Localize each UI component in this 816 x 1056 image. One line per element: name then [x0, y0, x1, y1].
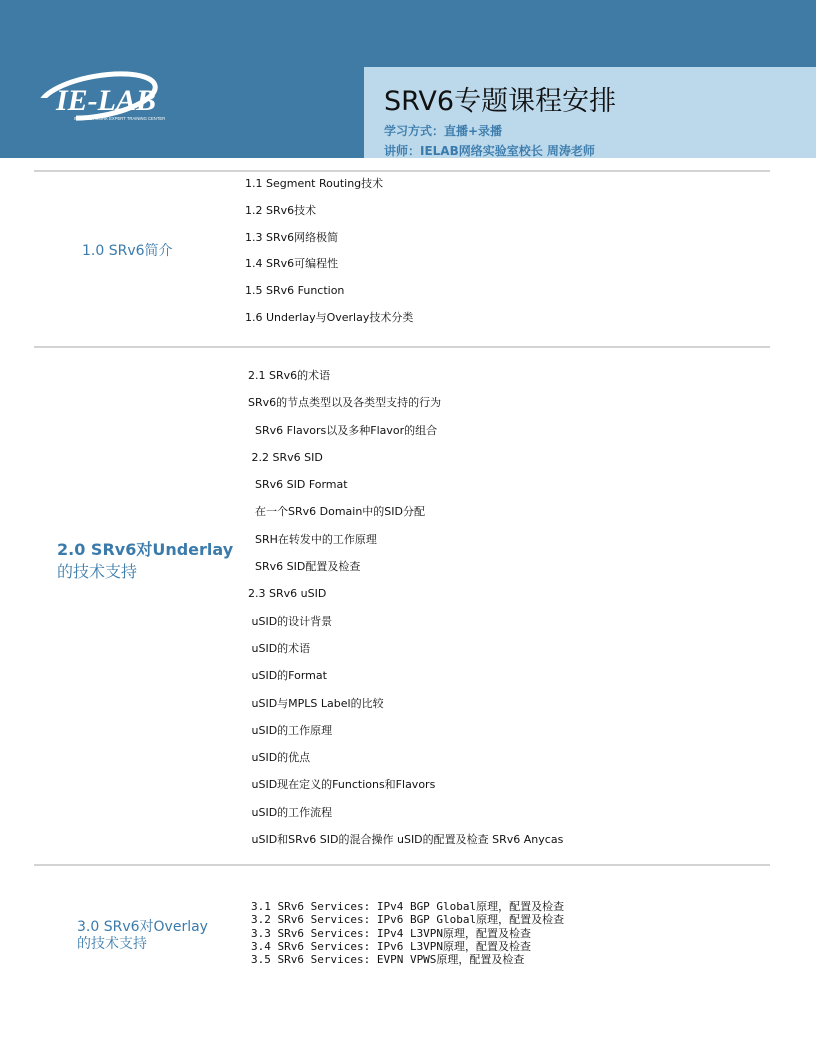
list-item: uSID现在定义的Functions和Flavors: [248, 778, 436, 792]
list-item: 2.3 SRv6 uSID: [248, 587, 327, 601]
section-3-title-line2: 的技术支持: [77, 936, 147, 952]
section-divider: [34, 346, 770, 348]
list-item: uSID的工作流程: [248, 805, 333, 819]
list-item: 3.5 SRv6 Services: EVPN VPWS原理，配置及检查: [251, 953, 525, 967]
section-2-title-line2: 的技术支持: [57, 562, 138, 581]
section-divider: [34, 864, 770, 866]
list-item: 2.1 SRv6的术语: [248, 369, 331, 382]
list-item: 2.2 SRv6 SID: [248, 450, 323, 464]
list-item: 1.2 SRv6技术: [245, 203, 317, 217]
logo-subtext: INTERNETWORK EXPERT TRAINING CENTER: [74, 116, 166, 121]
section-1-list: [245, 177, 413, 338]
section-2-title: [57, 539, 233, 583]
list-item: uSID与MPLS Label的比较: [248, 696, 384, 710]
list-item: uSID的工作原理: [248, 723, 333, 737]
list-item: SRv6的节点类型以及各类型支持的行为: [248, 396, 442, 410]
page-title: SRV6专题课程安排: [384, 86, 617, 117]
list-item: SRv6 SID配置及检查: [248, 560, 361, 574]
section-3-list: [251, 900, 564, 966]
list-item: 3.1 SRv6 Services: IPv4 BGP Global原理，配置及检查: [251, 900, 565, 913]
list-item: 1.1 Segment Routing技术: [245, 177, 384, 190]
list-item: 1.3 SRv6网络极简: [245, 230, 339, 244]
ie-lab-logo: [36, 62, 196, 128]
section-1-title: 1.0 SRv6简介: [82, 243, 173, 259]
list-item: SRv6 Flavors以及多种Flavor的组合: [248, 423, 438, 437]
list-item: uSID和SRv6 SID的混合操作 uSID的配置及检查 SRv6 Anycas: [248, 833, 564, 847]
list-item: uSID的Format: [248, 669, 327, 683]
list-item: uSID的优点: [248, 751, 311, 765]
lecturer: 讲师：IELAB网络实验室校长 周涛老师: [384, 144, 595, 158]
list-item: 1.5 SRv6 Function: [245, 284, 345, 298]
list-item: 在一个SRv6 Domain中的SID分配: [248, 505, 426, 519]
list-item: 3.4 SRv6 Services: IPv6 L3VPN原理，配置及检查: [251, 939, 532, 953]
list-item: uSID的设计背景: [248, 614, 333, 628]
section-2-list: [248, 369, 563, 860]
section-2-title-line1: 2.0 SRv6对Underlay: [57, 540, 234, 559]
list-item: uSID的术语: [248, 641, 311, 655]
section-divider: [34, 170, 770, 172]
section-3-title-line1: 3.0 SRv6对Overlay: [77, 919, 208, 935]
list-item: 1.6 Underlay与Overlay技术分类: [245, 310, 414, 324]
title-box: [364, 67, 816, 158]
list-item: 3.3 SRv6 Services: IPv4 L3VPN原理，配置及检查: [251, 926, 532, 940]
study-mode: 学习方式：直播+录播: [384, 124, 503, 138]
list-item: SRv6 SID Format: [248, 478, 348, 492]
logo-text: IE-LAB: [56, 84, 157, 117]
list-item: 1.4 SRv6可编程性: [245, 257, 339, 271]
section-3-title: [77, 919, 208, 953]
list-item: 3.2 SRv6 Services: IPv6 BGP Global原理，配置及检查: [251, 913, 565, 927]
list-item: SRH在转发中的工作原理: [248, 532, 377, 546]
